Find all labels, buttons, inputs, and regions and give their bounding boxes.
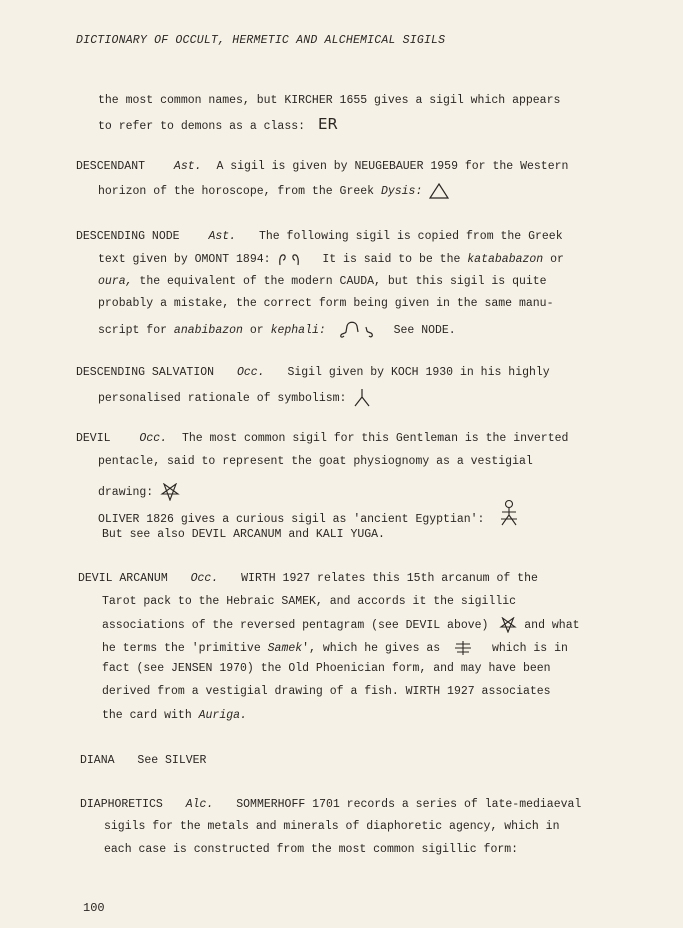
descending-node-text-5c: or [249,324,264,338]
entry-descendant [76,160,568,174]
devil-arcanum-text-4d: which is in [492,642,568,656]
word-samek: Samek [267,642,303,656]
continuation-line-1: the most common names, but KIRCHER 1655 gives a sigil which appears [98,94,561,107]
entry-devil-arcanum [78,572,538,586]
abbr-occ: Occ. [236,366,265,379]
abbr-ast: Ast. [173,160,202,173]
descending-node-text-5a: script for [98,324,168,338]
triangle-sigil-icon [429,183,449,199]
inverted-pentacle-icon [160,483,180,501]
descending-node-text-2a: text given by OMONT 1894: [98,253,271,267]
headword-descendant: DESCENDANT [76,160,146,173]
abbr-ast: Ast. [208,230,237,243]
descending-salvation-text-1: Sigil given by KOCH 1930 in his highly [287,366,550,379]
headword-descending-salvation: DESCENDING SALVATION [76,366,215,379]
descending-salvation-text-2: personalised rationale of symbolism: [98,392,347,406]
headword-devil: DEVIL [76,432,111,445]
word-auriga: Auriga. [198,709,247,722]
diana-text: See SILVER [137,754,207,767]
diaphoretics-line-3: each case is constructed from the most common sigillic form: [104,843,519,856]
devil-line-2: pentacle, said to represent the goat physiognomy as a vestigial [98,455,533,468]
headword-descending-node: DESCENDING NODE [76,230,180,243]
devil-arcanum-text-1: WIRTH 1927 relates this 15th arcanum of the [241,572,538,585]
descending-node-text-1: The following sigil is copied from the Greek [258,230,563,243]
greek-word-dysis: Dysis: [380,185,423,199]
descending-node-text-3b: the equivalent of the modern CAUDA, but this sigil is quite [139,275,547,288]
word-katababazon: katababazon [467,253,544,267]
devil-arcanum-line-4 [102,640,568,656]
descending-node-text-2b: It is said to be the [322,253,461,267]
devil-line-5: But see also DEVIL ARCANUM and KALI YUGA. [102,528,385,541]
devil-arcanum-line-3 [102,617,580,633]
abbr-alc: Alc. [185,798,214,811]
running-title: DICTIONARY OF OCCULT, HERMETIC AND ALCHEMICAL SIGILS [76,34,446,47]
devil-arcanum-text-7a: the card with [102,709,192,722]
devil-text-3: drawing: [98,486,154,500]
er-sigil-text: ER [317,115,338,133]
descendant-text-2: horizon of the horoscope, from the Greek [98,185,375,199]
descending-node-line-3 [98,275,547,289]
descending-node-text-2d: or [550,253,564,267]
continuation-line-2 [98,117,338,134]
descending-node-sigil-icon [277,252,301,266]
abbr-occ: Occ. [139,432,168,445]
abbr-occ: Occ. [190,572,219,585]
descendant-text-1: A sigil is given by NEUGEBAUER 1959 for the Western [216,160,569,173]
continuation-text: to refer to demons as a class: [98,120,306,133]
word-oura: oura, [98,275,133,288]
devil-text-1: The most common sigil for this Gentleman is the inverted [181,432,569,445]
diaphoretics-line-2: sigils for the metals and minerals of diaphoretic agency, which in [104,820,560,833]
diaphoretics-text-1: SOMMERHOFF 1701 records a series of late-mediaeval [236,798,582,811]
devil-arcanum-text-4a: he terms the 'primitive [102,642,261,656]
entry-diaphoretics [80,798,581,812]
devil-arcanum-line-6: derived from a vestigial drawing of a fish. WIRTH 1927 associates [102,685,551,698]
word-kephali: kephali: [270,324,326,338]
entry-diana [80,754,206,768]
devil-text-4: OLIVER 1826 gives a curious sigil as 'ancient Egyptian': [98,513,485,527]
devil-arcanum-text-4c: ', which he gives as [302,642,441,656]
devil-line-3 [98,483,180,501]
entry-descending-node [76,230,563,244]
page-number: 100 [83,901,105,915]
ascending-node-sigil-icon [339,320,377,340]
devil-arcanum-line-5: fact (see JENSEN 1970) the Old Phoenician form, and may have been [102,662,551,675]
descending-node-line-4: probably a mistake, the correct form being given in the same manu- [98,297,554,310]
reversed-pentagram-icon [499,617,517,633]
descendant-line-2 [98,183,449,199]
devil-arcanum-line-2: Tarot pack to the Hebraic SAMEK, and accords it the sigillic [102,595,517,608]
headword-diana: DIANA [80,754,115,767]
descending-node-text-5e: See NODE. [393,324,456,338]
entry-devil [76,432,568,446]
descending-node-line-2 [98,252,564,267]
entry-descending-salvation [76,366,550,380]
word-anabibazon: anabibazon [173,324,243,338]
primitive-samek-sigil-icon [453,640,473,656]
headword-devil-arcanum: DEVIL ARCANUM [78,572,168,585]
forked-y-sigil-icon [353,388,371,408]
devil-arcanum-line-7 [102,709,247,723]
headword-diaphoretics: DIAPHORETICS [80,798,163,811]
descending-salvation-line-2 [98,388,371,408]
devil-arcanum-text-3b: and what [524,619,580,633]
egyptian-devil-sigil-icon [497,499,521,527]
descending-node-line-5 [98,320,456,340]
devil-arcanum-text-3a: associations of the reversed pentagram (see DEVIL above) [102,619,489,633]
